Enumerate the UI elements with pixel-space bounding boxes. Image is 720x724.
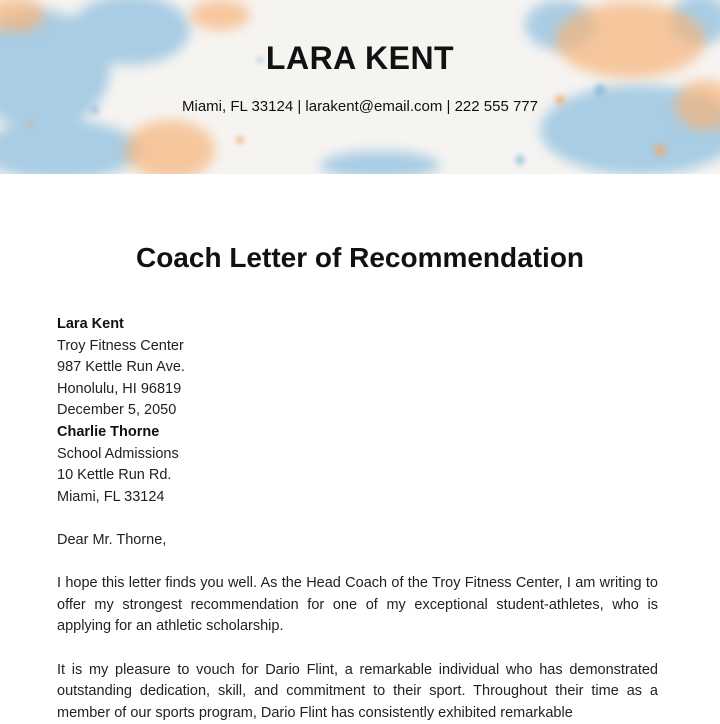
salutation: Dear Mr. Thorne, — [57, 530, 658, 552]
document-title: Coach Letter of Recommendation — [0, 242, 720, 274]
sender-name: Lara Kent — [57, 314, 658, 336]
recipient-city: Miami, FL 33124 — [57, 487, 658, 509]
spacer — [57, 552, 658, 574]
recipient-street: 10 Kettle Run Rd. — [57, 465, 658, 487]
paragraph: It is my pleasure to vouch for Dario Flint, a remarkable individual who has demonstrated outstanding dedication, skill, and commitment to their sport. Throughout their time as a member of our sports program, Dario Flint has consistently exhibited remarkable — [57, 660, 658, 724]
paragraph: I hope this letter finds you well. As the Head Coach of the Troy Fitness Center, I am writing to offer my strongest recommendation for one of my exceptional student-athletes, who is applying for an athletic scholarship. — [57, 573, 658, 638]
sender-organization: Troy Fitness Center — [57, 336, 658, 358]
author-name: LARA KENT — [0, 40, 720, 77]
spacer — [57, 508, 658, 530]
contact-info: Miami, FL 33124 | larakent@email.com | 222 555 777 — [0, 98, 720, 115]
recipient-name: Charlie Thorne — [57, 422, 658, 444]
recipient-organization: School Admissions — [57, 444, 658, 466]
letterhead-header — [0, 0, 720, 174]
letter-date: December 5, 2050 — [57, 400, 658, 422]
sender-city: Honolulu, HI 96819 — [57, 379, 658, 401]
letter-body — [57, 314, 658, 724]
sender-street: 987 Kettle Run Ave. — [57, 357, 658, 379]
watercolor-background — [0, 0, 720, 174]
spacer — [57, 638, 658, 660]
